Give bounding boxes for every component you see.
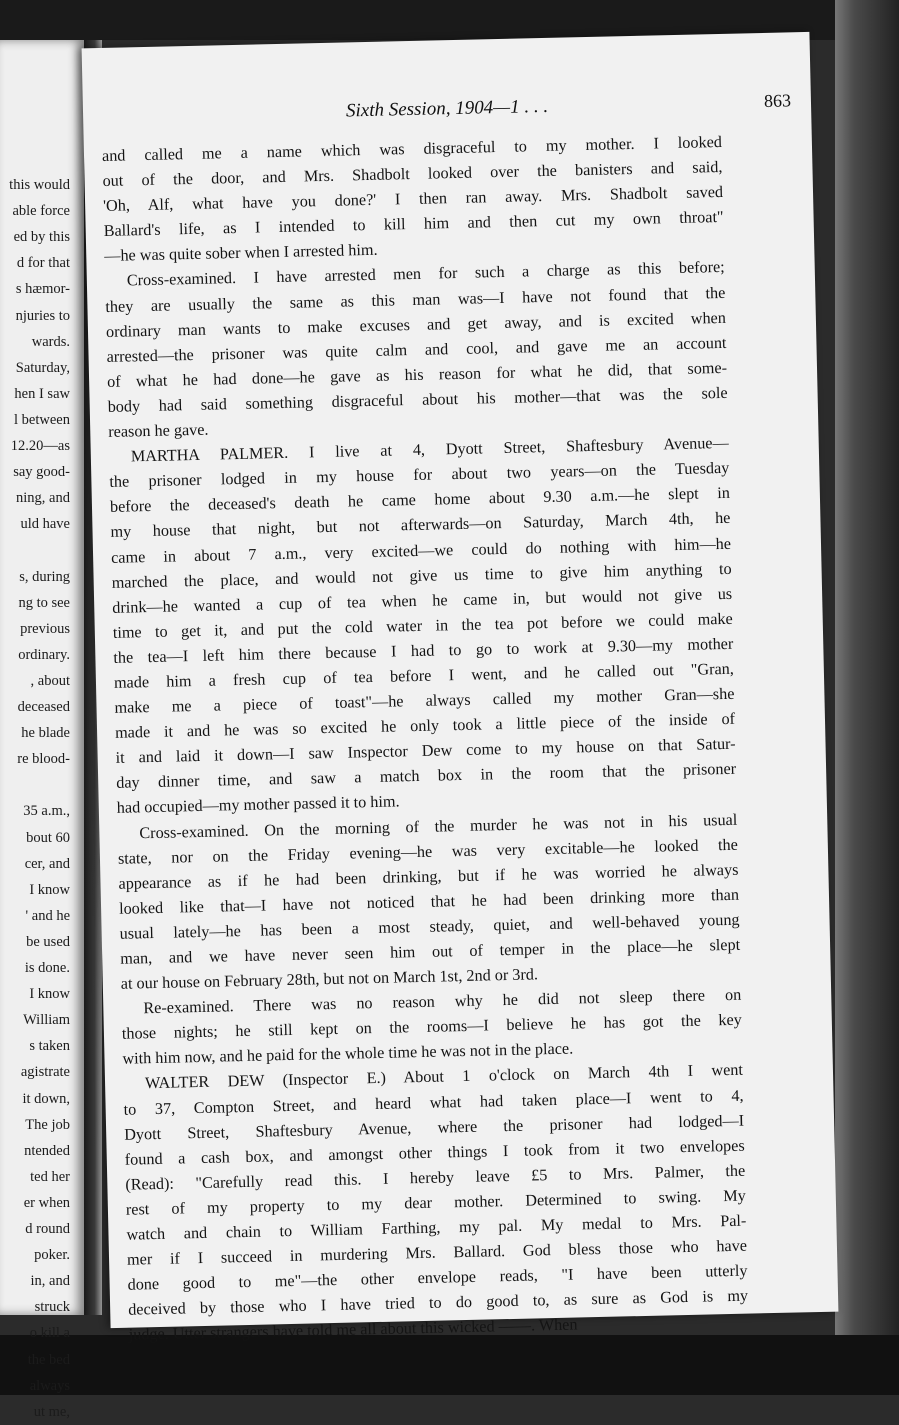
left-page-line: ted her	[30, 1168, 70, 1185]
text-line: appearance as if he had been drinking, but if he was worried he always	[118, 860, 739, 893]
left-page-line: The job	[25, 1116, 70, 1133]
page-number: 863	[763, 90, 792, 111]
left-page-line: s taken	[29, 1038, 70, 1055]
left-page-line: uld have	[20, 516, 70, 533]
text-line: Ballard's life, as I intended to kill him and then cut my own throat"	[103, 208, 724, 241]
text-line: had occupied—my mother passed it to him.	[116, 792, 400, 818]
left-page-line: agistrate	[20, 1064, 70, 1081]
text-line: those nights; he still kept on the rooms—I believe he has got the key	[121, 1010, 742, 1044]
text-line: Dyott Street, Shaftesbury Avenue, where the prisoner had lodged—I	[124, 1111, 745, 1144]
left-page-line: ed by this	[13, 229, 70, 246]
text-line: the tea—I left him there because I had to go to work at 9.30—my mother	[113, 634, 734, 667]
right-page	[82, 32, 839, 1345]
text-line: to 37, Compton Street, and heard what had taken place—I went to 4,	[123, 1086, 744, 1119]
text-line: Cross-examined. I have arrested men for such a charge as this before;	[126, 258, 725, 290]
left-page-line: ordinary.	[18, 646, 70, 663]
left-page-line: say good-	[13, 464, 70, 481]
text-line: judge. Utter strangers have told me all about this wicked ——. When	[128, 1315, 578, 1345]
text-line: looked like that—I have not noticed that he had been drinking more than	[118, 885, 740, 918]
text-line: at our house on February 28th, but not on March 1st, 2nd or 3rd.	[120, 965, 539, 993]
left-page-line: cer, and	[24, 855, 70, 872]
text-line: of what he had done—he gave as his reason for what he did, that some-	[106, 358, 728, 391]
text-line: mer if I succeed in murdering Mrs. Ballard. God bless those who have	[126, 1236, 748, 1269]
left-page	[0, 40, 84, 1420]
left-page-line: I know	[29, 986, 70, 1003]
left-page-line: William	[23, 1012, 70, 1029]
text-line: Cross-examined. On the morning of the murder he was not in his usual	[139, 810, 738, 842]
left-page-line: d for that	[16, 255, 70, 272]
left-page-line: struck	[34, 1299, 70, 1316]
text-line: my house that night, but not afterwards—on Saturday, March 4th, he	[110, 509, 731, 542]
running-head: Sixth Session, 1904—1 . . .	[345, 95, 549, 122]
left-page-line: er when	[23, 1194, 70, 1211]
text-line: reason he gave.	[108, 420, 209, 441]
left-page-line: bout 60	[26, 829, 70, 846]
left-page-line: 35 a.m.,	[23, 803, 70, 820]
text-line: ordinary man wants to make excuses and get away, and is excited when	[105, 308, 727, 341]
text-line: out of the door, and Mrs. Shadbolt looked over the banisters and said,	[102, 158, 723, 191]
left-page-line: the bed	[27, 1351, 70, 1368]
left-page-line: in, and	[30, 1273, 70, 1290]
left-page-line: Saturday,	[15, 359, 70, 376]
text-line: day dinner time, and saw a match box in the room that the prisoner	[116, 760, 737, 793]
left-page-line: d round	[25, 1221, 70, 1237]
left-page-line: ' and he	[25, 907, 70, 924]
text-line: deceived by those who I have tried to do good to, as sure as God is my	[128, 1286, 749, 1319]
text-line: made him a fresh cup of tea before I went, and he called out "Gran,	[113, 659, 735, 692]
text-line: WALTER DEW (Inspector E.) About 1 o'clock on March 4th I went	[144, 1061, 744, 1093]
text-line: 'Oh, Alf, what have you done?' I then ran away. Mrs. Shadbolt saved	[102, 183, 724, 216]
left-page-line: this would	[9, 177, 70, 193]
left-page-line: deceased	[17, 699, 70, 715]
text-line: body had said something disgraceful about his mother—that was the sole	[107, 383, 728, 416]
text-line: rest of my property to my dear mother. Determined to swing. My	[125, 1186, 746, 1219]
left-page-line: s hæmor-	[15, 281, 70, 298]
text-line: usual lately—he has been a most steady, quiet, and well-behaved young	[119, 910, 740, 943]
left-page-line: re blood-	[17, 751, 70, 768]
text-line: man, and we have never seen him out of temper in the place—he slept	[120, 935, 741, 968]
left-page-line: njuries to	[15, 307, 70, 324]
left-page-line: , about	[30, 672, 70, 689]
left-page-line: ut me,	[33, 1403, 70, 1420]
text-line: with him now, and he paid for the whole time he was not in the place.	[122, 1039, 574, 1069]
text-line: made it and he was so excited he only took a little piece of the inside of	[114, 709, 736, 742]
left-page-line: ntended	[24, 1142, 70, 1159]
text-line: MARTHA PALMER. I live at 4, Dyott Street, Shaftesbury Avenue—	[130, 433, 729, 466]
left-page-line: ning, and	[16, 490, 70, 507]
left-page-line: 12.20—as	[10, 438, 70, 454]
left-page-line: poker.	[34, 1247, 70, 1264]
left-page-line: previous	[20, 620, 70, 637]
left-page-line: it down,	[22, 1090, 70, 1107]
left-page-line: wards.	[31, 333, 70, 350]
left-page-line: he blade	[21, 725, 70, 742]
left-page-line: o kill a	[29, 1325, 70, 1342]
text-line: done good to me"—the other envelope reads, "I have been utterly	[127, 1261, 748, 1294]
text-line: drink—he wanted a cup of tea when he came in, but would not give us	[112, 584, 733, 617]
left-page-line: always	[29, 1377, 70, 1394]
text-line: time to get it, and put the cold water in the tea pot before we could make	[112, 609, 733, 642]
text-line: state, nor on the Friday evening—he was very excitable—he looked the	[117, 835, 739, 868]
text-line: watch and chain to William Farthing, my pal. My medal to Mrs. Pal-	[126, 1211, 747, 1244]
left-page-line: s, during	[19, 568, 70, 585]
left-page-line: is done.	[24, 960, 70, 976]
text-line: found a cash box, and amongst other things I took from it two envelopes	[124, 1136, 745, 1169]
text-line: came in about 7 a.m., very excited—we could do nothing with him—he	[110, 534, 732, 567]
text-line: (Read): "Carefully read this. I hereby leave £5 to Mrs. Palmer, the	[125, 1161, 746, 1194]
text-line: before the deceased's death he came home about 9.30 a.m.—he slept in	[109, 484, 731, 517]
left-page-line: I know	[29, 881, 70, 898]
left-page-line: able force	[12, 203, 70, 220]
text-line: Re-examined. There was no reason why he did not sleep there on	[143, 985, 742, 1018]
left-page-line: hen I saw	[14, 385, 70, 402]
text-line: they are usually the same as this man was—I have not found that the	[105, 283, 726, 316]
text-line: and called me a name which was disgraceful to my mother. I looked	[101, 132, 723, 165]
text-line: make me a piece of toast"—he always called my mother Gran—she	[114, 684, 735, 717]
left-page-line: l between	[14, 411, 70, 428]
body-text	[102, 130, 749, 1348]
text-line: arrested—the prisoner was quite calm and cool, and gave me an account	[106, 333, 727, 366]
left-page-line: ng to see	[18, 594, 70, 611]
text-line: it and laid it down—I saw Inspector Dew come to my house on that Satur-	[115, 735, 736, 768]
text-line: the prisoner lodged in my house for about two years—on the Tuesday	[109, 459, 730, 492]
scan-border-right	[835, 0, 899, 1395]
left-page-line: be used	[26, 933, 70, 950]
text-line: marched the place, and would not give us time to give him anything to	[111, 559, 732, 592]
text-line: —he was quite sober when I arrested him.	[104, 241, 378, 266]
